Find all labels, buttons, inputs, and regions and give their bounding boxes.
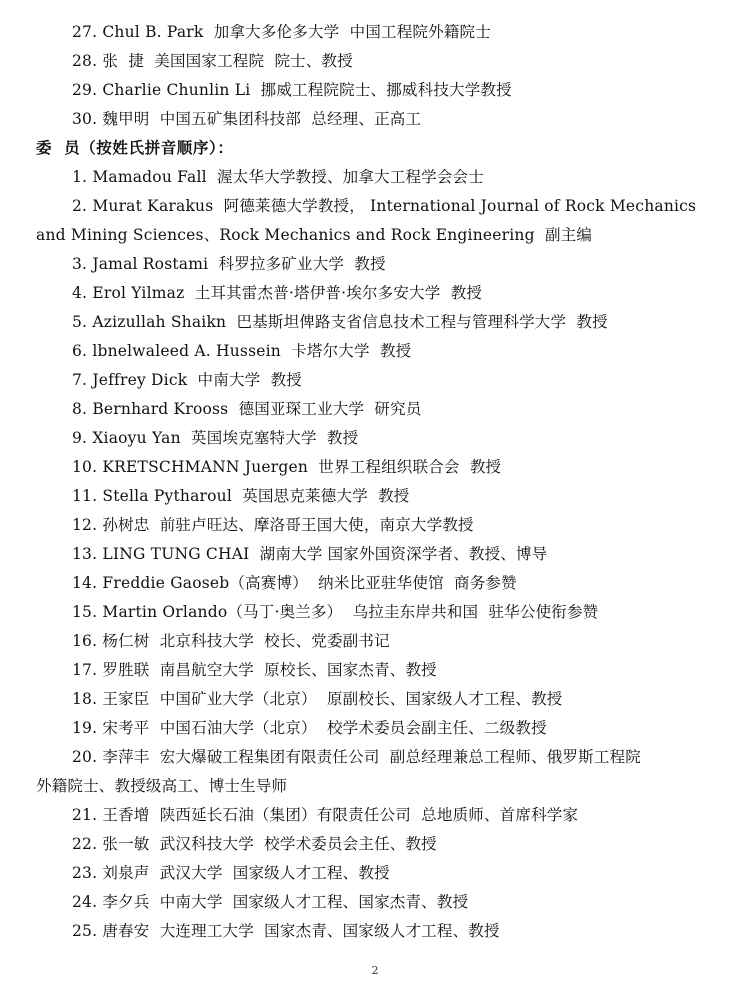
- list-item: 17. 罗胜联 南昌航空大学 原校长、国家杰青、教授: [72, 661, 437, 679]
- list-item: 3. Jamal Rostami 科罗拉多矿业大学 教授: [72, 255, 386, 273]
- list-item: 25. 唐春安 大连理工大学 国家杰青、国家级人才工程、教授: [72, 922, 500, 940]
- list-item: 5. Azizullah Shaikn 巴基斯坦俾路支省信息技术工程与管理科学大学 教授: [72, 313, 608, 331]
- list-item: 4. Erol Yilmaz 土耳其雷杰普·塔伊普·埃尔多安大学 教授: [72, 284, 483, 302]
- list-item: 23. 刘泉声 武汉大学 国家级人才工程、教授: [72, 864, 390, 882]
- page-number: 2: [371, 964, 379, 977]
- list-item: 14. Freddie Gaoseb（高赛博） 纳米比亚驻华使馆 商务参赞: [72, 574, 517, 592]
- list-item: 30. 魏甲明 中国五矿集团科技部 总经理、正高工: [72, 110, 422, 128]
- list-item: 2. Murat Karakus 阿德莱德大学教授， International Journal of Rock Mechanics: [72, 197, 697, 215]
- list-item: 28. 张 捷 美国国家工程院 院士、教授: [72, 52, 353, 70]
- list-item-continuation: and Mining Sciences、Rock Mechanics and Rock Engineering 副主编: [36, 226, 593, 244]
- list-item: 8. Bernhard Krooss 德国亚琛工业大学 研究员: [72, 400, 422, 418]
- list-item: 9. Xiaoyu Yan 英国埃克塞特大学 教授: [72, 429, 359, 447]
- list-item: 12. 孙树忠 前驻卢旺达、摩洛哥王国大使，南京大学教授: [72, 516, 474, 534]
- list-item: 27. Chul B. Park 加拿大多伦多大学 中国工程院外籍院士: [72, 23, 491, 41]
- list-item: 7. Jeffrey Dick 中南大学 教授: [72, 371, 303, 389]
- list-item: 10. KRETSCHMANN Juergen 世界工程组织联合会 教授: [72, 458, 502, 476]
- list-item: 16. 杨仁树 北京科技大学 校长、党委副书记: [72, 632, 390, 650]
- list-item: 19. 宋考平 中国石油大学（北京） 校学术委员会副主任、二级教授: [72, 719, 547, 737]
- list-item: 22. 张一敏 武汉科技大学 校学术委员会主任、教授: [72, 835, 437, 853]
- list-item: 29. Charlie Chunlin Li 挪威工程院院士、挪威科技大学教授: [72, 81, 512, 99]
- list-item: 13. LING TUNG CHAI 湖南大学 国家外国资深学者、教授、博导: [72, 545, 548, 563]
- list-item-continuation: 外籍院士、教授级高工、博士生导师: [36, 777, 288, 795]
- list-item: 18. 王家臣 中国矿业大学（北京） 原副校长、国家级人才工程、教授: [72, 690, 563, 708]
- list-item: 21. 王香增 陕西延长石油（集团）有限责任公司 总地质师、首席科学家: [72, 806, 579, 824]
- section-heading: 委 员（按姓氏拼音顺序）：: [36, 138, 234, 157]
- list-item: 20. 李萍丰 宏大爆破工程集团有限责任公司 副总经理兼总工程师、俄罗斯工程院: [72, 748, 641, 766]
- list-item: 15. Martin Orlando（马丁·奥兰多） 乌拉圭东岸共和国 驻华公使衔参赞: [72, 603, 599, 621]
- list-item: 1. Mamadou Fall 渥太华大学教授、加拿大工程学会会士: [72, 168, 484, 186]
- list-item: 6. lbnelwaleed A. Hussein 卡塔尔大学 教授: [72, 342, 412, 360]
- list-item: 11. Stella Pytharoul 英国思克莱德大学 教授: [72, 487, 410, 505]
- list-item: 24. 李夕兵 中南大学 国家级人才工程、国家杰青、教授: [72, 893, 469, 911]
